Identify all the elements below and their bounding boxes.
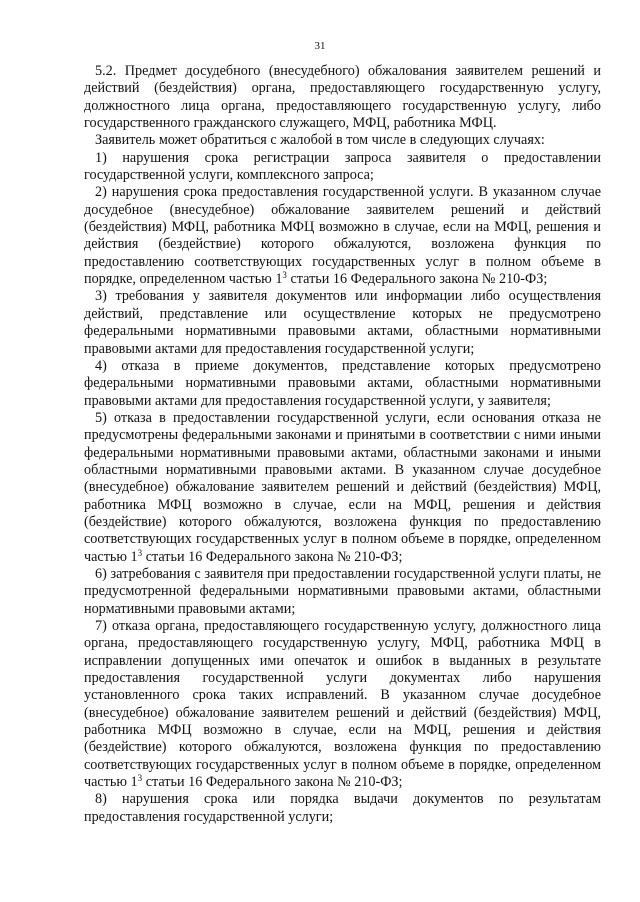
paragraph-case-2 [84,184,601,288]
paragraph-case-3: 3) требования у заявителя документов или информации либо осуществления действий, представление или осуществление которых не предусмотрено федеральными нормативными правовыми актами, областными нормативными правовыми актами для предоставления государственной услуги; [84,288,601,357]
paragraph-case-5 [84,410,601,566]
paragraph-case-2-text: 2) нарушения срока предоставления государственной услуги. В указанном случае досудебное (внесудебное) обжалование заявителем решений и действий (бездействия) МФЦ, работника МФЦ возможно в случае, если на МФЦ, решения и действия (бездействие) которого обжалуются, возложена функция по предоставлению соответствующих государственных услуг в полном объеме в порядке, определенном частью 1 [84,184,601,288]
superscript: 3 [137,547,143,558]
paragraph-case-7 [84,618,601,791]
page-number: 31 [314,40,326,52]
document-body [84,63,601,826]
paragraph-case-4: 4) отказа в приеме документов, представление которых предусмотрено федеральными нормативными правовыми актами, областными нормативными правовыми актами для предоставления государственной услуги, у заявителя; [84,357,601,409]
paragraph-case-8: 8) нарушения срока или порядка выдачи документов по результатам предоставления государственной услуги; [84,791,601,825]
superscript: 3 [137,773,143,784]
paragraph-case-1: 1) нарушения срока регистрации запроса заявителя о предоставлении государственной услуги, комплексного запроса; [84,149,601,184]
paragraph-case-5-text: 5) отказа в предоставлении государственной услуги, если основания отказа не предусмотрены федеральными законами и принятыми в соответствии с ними иными федеральными нормативными правовыми актами, областными законами и иными областными нормативными правовыми актами. В указанном случае досудебное (внесудебное) обжалование заявителем решений и действий (бездействия) МФЦ, работника МФЦ возможно в случае, если на МФЦ, решения и действия (бездействие) которого обжалуются, возложена функция по предоставлению соответствующих государственных услуг в полном объеме в порядке, определенном частью 1 [84,409,601,565]
paragraph-case-6: 6) затребования с заявителя при предоставлении государственной услуги платы, не предусмотренной федеральными нормативными правовыми актами, областными нормативными правовыми актами; [84,565,601,617]
paragraph-case-7-text: 7) отказа органа, предоставляющего государственную услугу, должностного лица органа, предоставляющего государственную услугу, МФЦ, работника МФЦ в исправлении допущенных ими опечаток и ошибок в выданных в результате предоставления государственной услуги документах либо нарушения установленного срока таких исправлений. В указанном случае досудебное (внесудебное) обжалование заявителем решений и действий (бездействия) МФЦ, работника МФЦ возможно в случае, если на МФЦ, решения и действия (бездействие) которого обжалуются, возложена функция по предоставлению соответствующих государственных услуг в полном объеме в порядке, определенном частью 1 [84,618,601,791]
paragraph-5-2: 5.2. Предмет досудебного (внесудебного) обжалования заявителем решений и действий (бездействия) органа, предоставляющего государственную услугу, должностного лица органа, предоставляющего государственную услугу, либо государственного гражданского служащего, МФЦ, работника МФЦ. [84,63,601,132]
paragraph-intro-cases: Заявитель может обратиться с жалобой в том числе в следующих случаях: [95,132,545,149]
paragraph-case-7-tail: статьи 16 Федерального закона № 210-ФЗ; [142,774,403,791]
superscript: 3 [282,270,287,281]
paragraph-case-2-tail: статьи 16 Федерального закона № 210-ФЗ; [286,271,548,288]
paragraph-case-5-tail: статьи 16 Федерального закона № 210-ФЗ; [142,548,403,565]
